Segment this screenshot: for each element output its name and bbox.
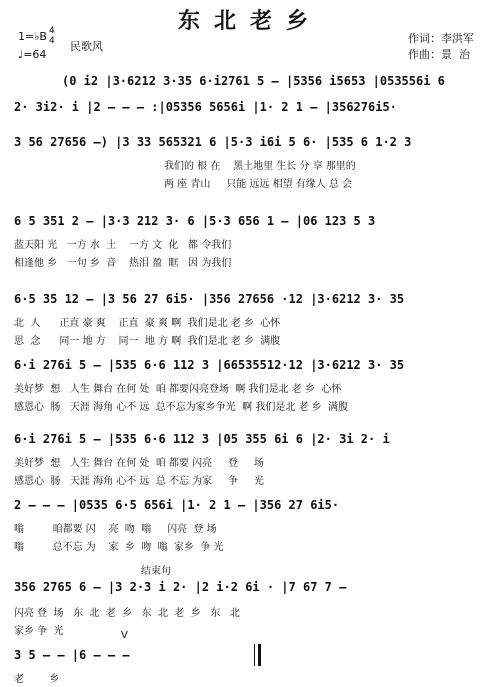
time-signature-bottom: 4 [49, 36, 55, 46]
lyric-line: 美好梦 想 人生 舞台 在何 处 咱 都要闪亮登场 啊 我们是北 老 乡 心怀 [14, 384, 342, 395]
lyric-line: 家乡 争 光 [14, 626, 64, 637]
lyric-line: 思 念 同一 地 方 同一 地 方 啊 我们是北 老 乡 满腹 [14, 336, 281, 347]
time-signature-top: 4 [49, 26, 55, 36]
tempo-marking: ♩=64 [18, 48, 47, 61]
lyric-line: 蓝天阳 光 一方 水 土 一方 文 化 都 令我们 [14, 240, 232, 251]
final-barline-thin [254, 644, 255, 666]
notation-line: 356 2765 6 – |3 2·3 i 2· |2 i·2 6i · |7 67 7 – [14, 580, 347, 594]
notation-line: 6 5 351 2 – |3·3 212 3· 6 |5·3 656 1 – |06 123 5 3 [14, 214, 376, 228]
notation-line: 3 5 – – |6 – – – [14, 648, 130, 662]
lyric-line: 两 座 青山 只能 远远 相望 有缘人 总 会 [164, 179, 353, 190]
lyric-line: 嗡 总不忘 为 家 乡 吻 嗡 家乡 争 光 [14, 542, 224, 553]
lyric-line: 感恩心 肠 天涯 海角 心不 远 总 不忘 为家 争 光 [14, 476, 264, 487]
lyricist-credit: 作词：李洪军 [408, 32, 474, 45]
lyric-line: 相逢他 乡 一句 乡 音 热泪 盈 眶 因 为我们 [14, 258, 232, 269]
notation-line: 6·5 35 12 – |3 56 27 6i5· |356 27656 ·12 |3·6212 3· 35 [14, 292, 405, 306]
style-marking: 民歌风 [70, 40, 103, 53]
lyric-line: 我们的 根 在 黑土地里 生长 分 享 那里的 [164, 161, 356, 172]
notation-line: 2· 3i2· i |2 – – – :|05356 5656i |1· 2 1 – |356276i5· [14, 100, 397, 114]
notation-line: 6·i 276i 5 – |535 6·6 112 3 |66535512·12 |3·6212 3· 35 [14, 358, 405, 372]
lyric-line: 嗡 咱都要 闪 亮 吻 嗡 闪亮 登 场 [14, 524, 217, 535]
notation-line: 3 56 27656 –) |3 33 565321 6 |5·3 i6i 5 6· |535 6 1·2 3 [14, 135, 412, 149]
lyric-line: 北 人 正直 豪 爽 正直 豪 爽 啊 我们是北 老 乡 心怀 [14, 318, 281, 329]
ending-annotation: 结束句 [141, 566, 171, 577]
lyric-line: 美好梦 想 人生 舞台 在何 处 咱 都要 闪亮 登 场 [14, 458, 264, 469]
notation-line: 2 – – – |0535 6·5 656i |1· 2 1 – |356 27 6i5· [14, 498, 340, 512]
notation-line: (0 i2 |3·6212 3·35 6·i2761 5 – |5356 i5653 |053556i 6 [62, 74, 445, 88]
repeat-mark: V [121, 630, 128, 641]
lyric-line: 闪亮 登 场 东 北 老 乡 东 北 老 乡 东 北 [14, 608, 240, 619]
composer-credit: 作曲：景 治 [408, 48, 470, 61]
key-signature: 1=♭B [18, 30, 47, 43]
lyric-line: 感恩心 肠 天涯 海角 心不 远 总不忘为家乡争光 啊 我们是北 老 乡 满腹 [14, 402, 349, 413]
notation-line: 6·i 276i 5 – |535 6·6 112 3 |05 355 6i 6 |2· 3i 2· i [14, 432, 390, 446]
final-barline-thick [258, 644, 261, 666]
song-title: 东北老乡 [177, 9, 322, 34]
lyric-line: 老 乡 [14, 674, 60, 685]
